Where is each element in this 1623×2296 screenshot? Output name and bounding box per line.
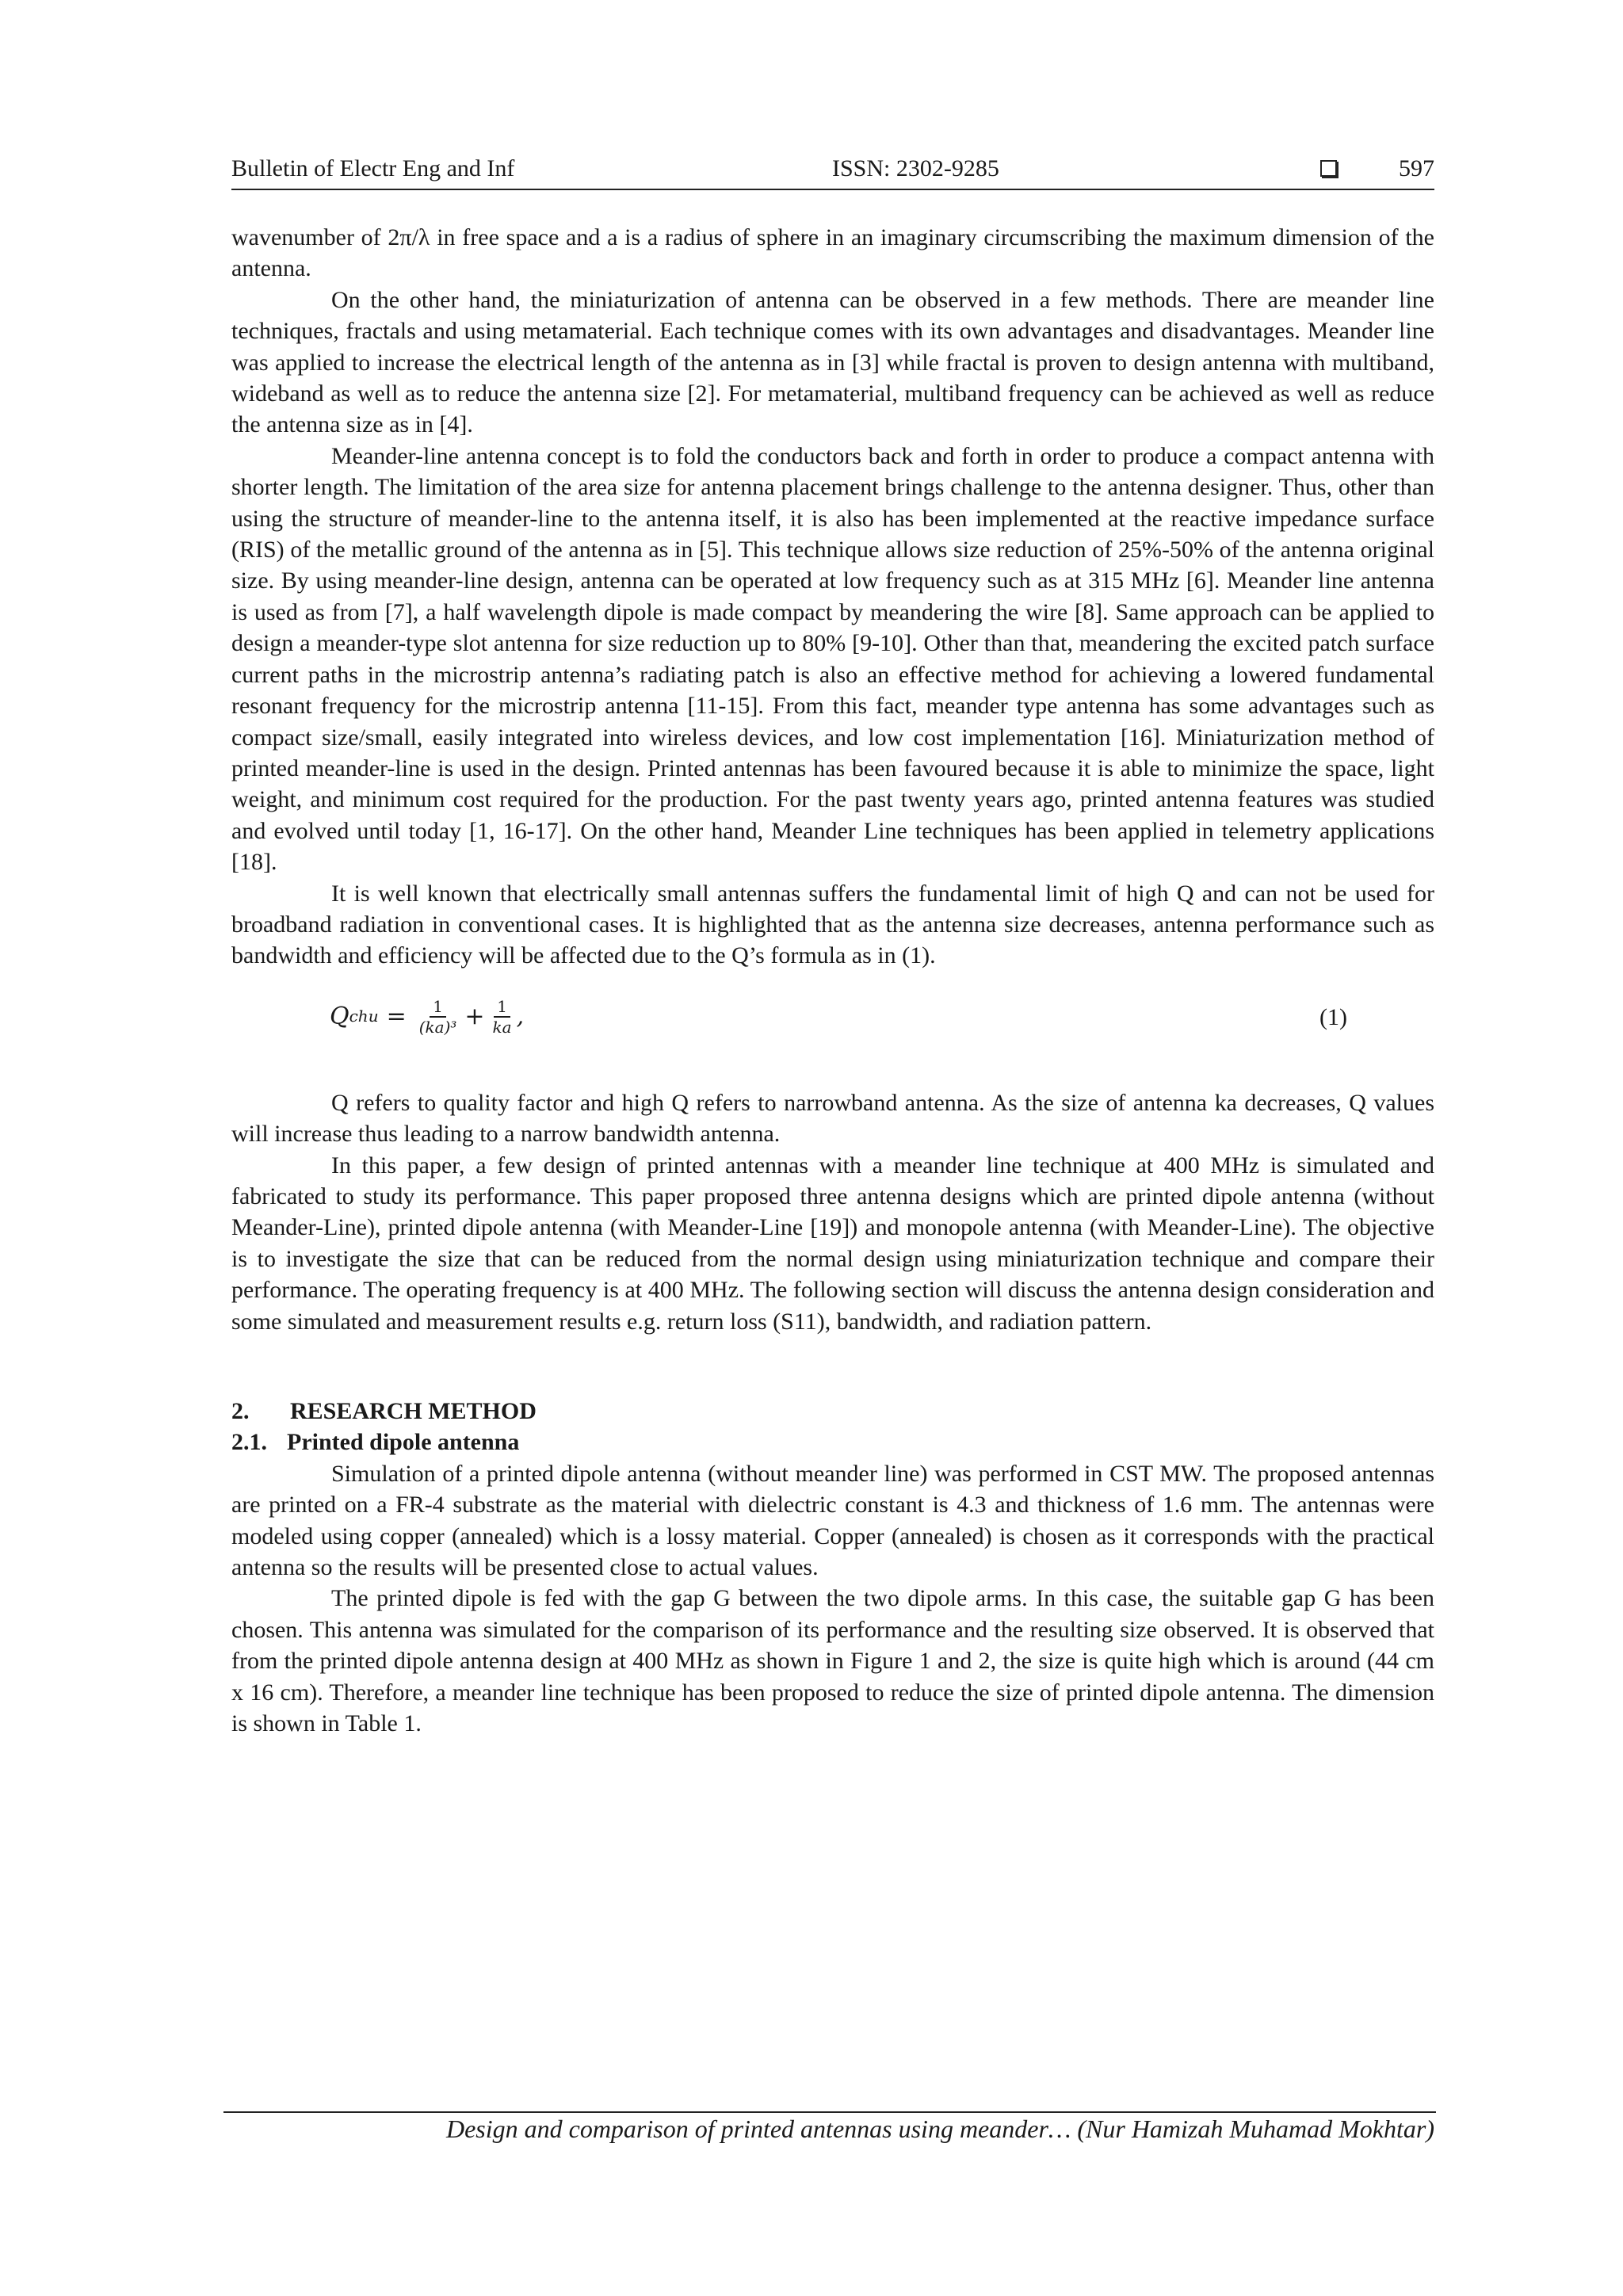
paragraph-7: Simulation of a printed dipole antenna (without meander line) was performed in CST MW. The proposed antennas are printed on a FR-4 substrate as the material with dielectric constant is 4.3 and thickness of 1.6 mm. The antennas were modeled using copper (annealed) which is a lossy material. Copper (annealed) is chosen as it corresponds with the practical antenna so the results will be presented close to actual values.	[231, 1460, 1434, 1581]
equation-number: (1)	[1319, 1003, 1347, 1030]
main-text	[231, 222, 1434, 1739]
subsection-title: Printed dipole antenna	[287, 1429, 520, 1456]
paragraph-6: In this paper, a few design of printed antennas with a meander line technique at 400 MHz is simulated and fabricated to study its performance. This paper proposed three antenna designs which are printed dipole antenna (without Meander-Line), printed dipole antenna (with Meander-Line [19]) and monopole antenna (with Meander-Line). The objective is to investigate the size that can be reduced from the normal design using miniaturization technique and compare their performance. The operating frequency is at 400 MHz. The following section will discuss the antenna design consideration and some simulated and measurement results e.g. return loss (S11), bandwidth, and radiation pattern.	[231, 1152, 1434, 1335]
section-title: RESEARCH METHOD	[290, 1398, 537, 1424]
paragraph-3: Meander-line antenna concept is to fold the conductors back and forth in order to produce a compact antenna with shorter length. The limitation of the area size for antenna placement brings challenge to the antenna designer. Thus, other than using the structure of meander-line to the antenna itself, it is also has been implemented at the reactive impedance surface (RIS) of the metallic ground of the antenna as in [5]. This technique allows size reduction of 25%-50% of the antenna original size. By using meander-line design, antenna can be operated at low frequency such as at 315 MHz [6]. Meander line antenna is used as from [7], a half wavelength dipole is made compact by meandering the wire [8]. Same approach can be applied to design a meander-type slot antenna for size reduction up to 80% [9-10]. Other than that, meandering the excited patch surface current paths in the microstrip antenna’s radiating patch is also an effective method for achieving a lowered fundamental resonant frequency for the microstrip antenna [11-15]. From this fact, meander type antenna has some advantages such as compact size/small, easily integrated into wireless devices, and low cost implementation [16]. Miniaturization method of printed meander-line is used in the design. Printed antennas has been favoured because it is able to minimize the space, light weight, and minimum cost required for the production. For the past twenty years ago, printed antenna features was studied and evolved until today [1, 16-17]. On the other hand, Meander Line techniques has been applied in telemetry applications [18].	[231, 442, 1434, 876]
square-icon	[1320, 160, 1337, 177]
eq-fraction-2	[493, 997, 512, 1037]
subsection-heading	[231, 1427, 1434, 1457]
eq-frac1-num: 1	[430, 997, 446, 1018]
eq-equals: =	[386, 1003, 407, 1031]
paragraph-2: On the other hand, the miniaturization of antenna can be observed in a few methods. There are meander line techniques, fractals and using metamaterial. Each technique comes with its own advantages and disadvantages. Meander line was applied to increase the electrical length of the antenna as in [3] while fractal is proven to design antenna with multiband, wideband as well as to reduce the antenna size [2]. For metamaterial, multiband frequency can be achieved as well as reduce the antenna size as in [4].	[231, 286, 1434, 438]
equation-1	[231, 989, 1434, 1052]
footer-rule	[223, 2111, 1436, 2113]
paragraph-8: The printed dipole is fed with the gap G between the two dipole arms. In this case, the suitable gap G has been chosen. This antenna was simulated for the comparison of its performance and the resulting size observed. It is observed that from the printed dipole antenna design at 400 MHz as shown in Figure 1 and 2, the size is quite high which is around (44 cm x 16 cm). Therefore, a meander line technique has been proposed to reduce the size of printed dipole antenna. The dimension is shown in Table 1.	[231, 1585, 1434, 1737]
eq-frac2-den: ka	[492, 1017, 512, 1037]
eq-plus: +	[464, 1003, 485, 1031]
running-header	[231, 152, 1434, 190]
eq-frac2-num: 1	[494, 997, 510, 1018]
eq-lhs: Q	[330, 1003, 349, 1031]
page-number: 597	[1399, 155, 1434, 181]
section-heading	[231, 1396, 1434, 1427]
journal-name: Bulletin of Electr Eng and Inf	[231, 155, 515, 181]
eq-lhs-sub: chu	[349, 1007, 379, 1026]
section-number: 2.	[231, 1398, 250, 1424]
paragraph-5: Q refers to quality factor and high Q refers to narrowband antenna. As the size of antenna ka decreases, Q values will increase thus leading to a narrow bandwidth antenna.	[231, 1089, 1434, 1148]
paragraph-1: wavenumber of 2π/λ in free space and a is a radius of sphere in an imaginary circumscribing the maximum dimension of the antenna.	[231, 224, 1434, 282]
eq-comma: ,	[516, 1003, 525, 1031]
paragraph-4: It is well known that electrically small antennas suffers the fundamental limit of high Q and can not be used for broadband radiation in conventional cases. It is highlighted that as the antenna size decreases, antenna performance such as bandwidth and efficiency will be affected due to the Q’s formula as in (1).	[231, 880, 1434, 969]
running-footer: Design and comparison of printed antennas using meander… (Nur Hamizah Muhamad Mokhtar)	[445, 2115, 1434, 2143]
subsection-number: 2.1.	[231, 1429, 267, 1456]
eq-frac1-den: (ka)³	[418, 1017, 457, 1037]
issn: ISSN: 2302-9285	[832, 155, 999, 181]
eq-fraction-1	[419, 997, 457, 1037]
equation-formula	[330, 997, 524, 1037]
